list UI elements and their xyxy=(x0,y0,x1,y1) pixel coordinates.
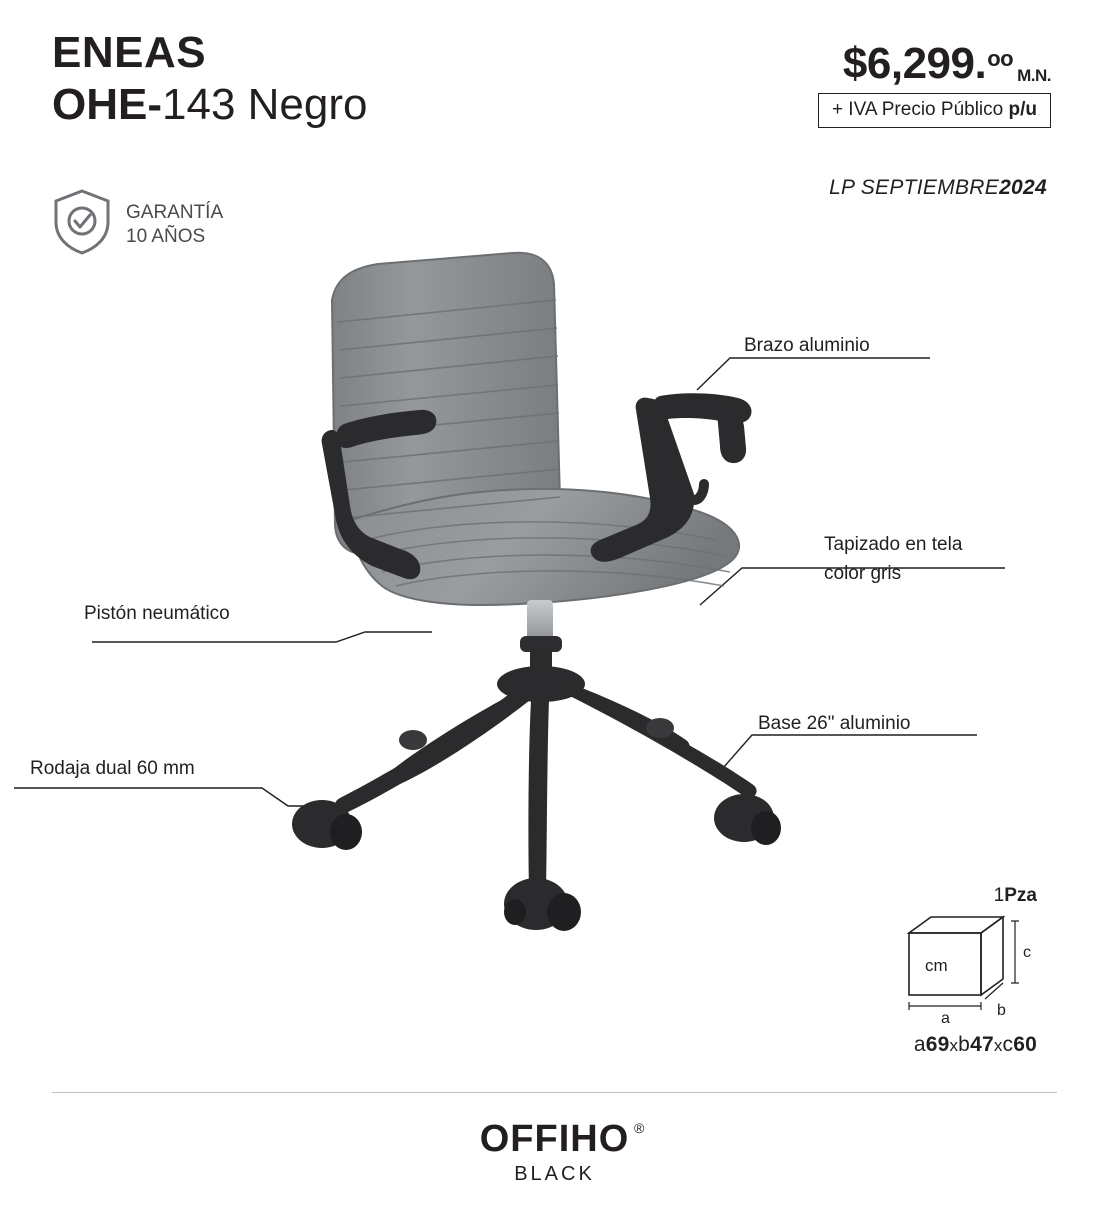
list-price-year: 2024 xyxy=(999,176,1047,199)
package-dimensions xyxy=(897,1033,1037,1057)
package-edge-a: a xyxy=(941,1010,950,1023)
price-amount-row xyxy=(631,39,1051,88)
dim-a-label: a xyxy=(913,1033,926,1056)
callout-tapizado-line-1: Tapizado en tela xyxy=(824,534,963,555)
package-quantity xyxy=(897,885,1037,907)
page-title xyxy=(52,30,367,131)
package-edge-b: b xyxy=(997,1002,1006,1019)
package-unit-label: cm xyxy=(925,956,948,975)
warranty-line-1: GARANTÍA xyxy=(126,201,224,223)
dim-c-label: c xyxy=(1002,1033,1014,1056)
dim-sep-1: x xyxy=(949,1036,959,1055)
shield-check-icon xyxy=(52,188,112,261)
warranty-text xyxy=(126,201,223,249)
list-price-label: LP SEPTIEMBRE xyxy=(829,176,1000,199)
list-price-date xyxy=(829,176,1047,200)
callout-piston-neumatico: Pistón neumático xyxy=(84,603,230,624)
product-model xyxy=(52,80,367,131)
dim-b-value: 47 xyxy=(970,1033,994,1056)
callout-tapizado-line-2: color gris xyxy=(824,562,902,584)
brand-sub-name: BLACK xyxy=(514,1163,595,1185)
price-note xyxy=(818,93,1051,128)
callout-rodaja-dual: Rodaja dual 60 mm xyxy=(30,758,195,779)
dim-c-value: 60 xyxy=(1013,1033,1037,1056)
price-note-prefix: + IVA Precio Público xyxy=(831,99,1009,120)
dim-b-label: b xyxy=(958,1033,971,1056)
callout-brazo-aluminio: Brazo aluminio xyxy=(744,335,870,356)
packaging-block xyxy=(897,885,1037,1057)
warranty-badge xyxy=(52,188,223,261)
package-box-icon xyxy=(897,911,1037,1023)
brand-logo-main xyxy=(479,1118,646,1161)
warranty-line-2: 10 AÑOS xyxy=(126,225,206,247)
brand-logo xyxy=(0,1118,1109,1186)
price-note-unit: p/u xyxy=(1008,99,1037,120)
price-currency: M.N. xyxy=(1017,66,1051,85)
price-amount: $6,299. xyxy=(842,39,987,88)
dim-sep-2: x xyxy=(993,1036,1003,1055)
package-quantity-unit: Pza xyxy=(1004,885,1037,906)
product-name: ENEAS xyxy=(52,28,207,77)
callout-base-aluminio: Base 26" aluminio xyxy=(758,713,911,734)
callout-tapizado xyxy=(824,531,962,588)
model-code: OHE- xyxy=(52,80,162,130)
footer-divider xyxy=(52,1092,1057,1093)
price-block xyxy=(631,39,1051,128)
model-number: 143 Negro xyxy=(162,80,368,130)
dim-a-value: 69 xyxy=(925,1033,950,1056)
brand-name: OFFIHO xyxy=(479,1118,630,1160)
package-edge-c: c xyxy=(1023,944,1031,961)
price-cents: oo xyxy=(987,46,1014,71)
package-quantity-value: 1 xyxy=(993,885,1005,906)
registered-mark: ® xyxy=(633,1120,646,1136)
